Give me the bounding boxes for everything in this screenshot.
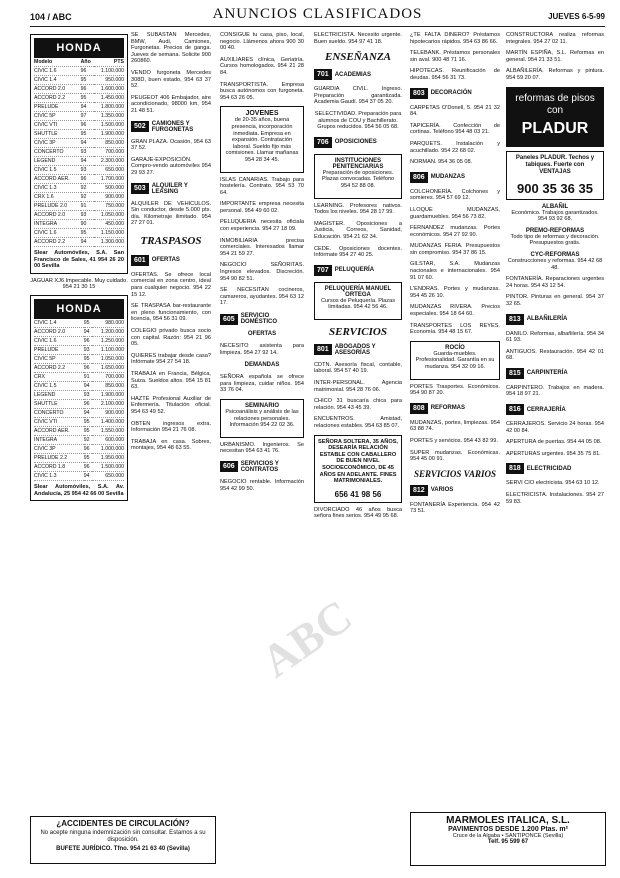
table-cell: 1.900.000 bbox=[94, 130, 124, 139]
ad-text: SE TRASPASA bar-restaurante en pleno funcionamiento, con licencia, 954 56 31 09. bbox=[131, 303, 211, 323]
table-cell: 1.300.000 bbox=[94, 238, 124, 247]
table-cell: 92 bbox=[81, 184, 94, 193]
table-cell: CIVIC 1.5 bbox=[34, 166, 81, 175]
table-cell: 95 bbox=[84, 417, 92, 426]
table-row bbox=[34, 381, 124, 390]
table-row bbox=[34, 354, 124, 363]
selectividad-ad: SELECTIVIDAD. Preparación para alumnos de COU y Bachillerato. Grupos reducidos. 954 56 05 68. bbox=[314, 110, 402, 131]
table-cell: 90 bbox=[81, 220, 94, 229]
table-cell: 1.500.000 bbox=[92, 462, 124, 471]
table-cell: 900.000 bbox=[94, 193, 124, 202]
section-707: 707 PELUQUERÍA bbox=[314, 265, 402, 276]
ad-text: TRANSPORTES LOS REYES. Economía. 954 48 15 67. bbox=[410, 322, 500, 336]
table-cell: 95 bbox=[81, 76, 94, 85]
table-cell: 1.200.000 bbox=[92, 327, 124, 336]
table-cell: 850.000 bbox=[94, 139, 124, 148]
table-row bbox=[34, 76, 124, 85]
table-row bbox=[34, 426, 124, 435]
ad-text: OBTEN ingresos extra. Información 954 21 76 08. bbox=[131, 420, 211, 434]
peluqueria-ad: PELUQUERÍA MANUEL ORTEGA Cursos de Peluquería. Plazas limitadas. 954 42 56 46. bbox=[314, 282, 402, 320]
table-row bbox=[34, 417, 124, 426]
table-row bbox=[34, 211, 124, 220]
table-cell: 94 bbox=[81, 157, 94, 166]
table-cell: 96 bbox=[84, 444, 92, 453]
table-cell: 96 bbox=[84, 363, 92, 372]
ad-text: NEGOCIO rentable. Información 954 42 99 50. bbox=[220, 478, 304, 492]
ad-text: L'ENDRAS. Portes y mudanzas. 954 45 26 10. bbox=[410, 286, 500, 299]
table-cell: 96 bbox=[84, 399, 92, 408]
accidents-ad: ¿ACCIDENTES DE CIRCULACIÓN? No acepte ninguna indemnización sin consultar. Estamos a su disposición. BUFETE JURÍDICO. Tfno. 954 21 63 40 (Sevilla) bbox=[30, 816, 216, 864]
table-cell: CONCERTO bbox=[34, 408, 84, 417]
section-606: 606 SERVICIOS Y CONTRATOS bbox=[220, 461, 304, 473]
table-row bbox=[34, 157, 124, 166]
table-cell: LEGEND bbox=[34, 157, 81, 166]
table-cell: 650.000 bbox=[94, 166, 124, 175]
column-1 bbox=[30, 32, 128, 822]
section-706: 706 OPOSICIONES bbox=[314, 137, 402, 148]
ad-text: PELUQUERIA necesita oficiala con experiencia. 954 27 18 09. bbox=[220, 219, 304, 233]
ad-text: AUXILIARES clínica, Geriatría. Cursos homologados. 954 21 28 84. bbox=[220, 56, 304, 76]
table-row bbox=[34, 345, 124, 354]
pladur-ad: reformas de pisos con PLADUR bbox=[506, 87, 604, 147]
table-cell: SHUTTLE bbox=[34, 130, 81, 139]
table-cell: PRELUDE 2.2 bbox=[34, 453, 84, 462]
traspasos-heading: TRASPASOS bbox=[140, 234, 202, 247]
ad-text: INTER-PERSONAL. Agencia matrimonial. 954 28 76 06. bbox=[314, 380, 402, 393]
table-row bbox=[34, 175, 124, 184]
marmoles-ad: MARMOLES ITALICA, S.L. PAVIMENTOS DESDE 1.200 Ptas. m² Cruce de la Algaba • SANTIPONCE (Sevilla) Telf. 95 599 67 bbox=[410, 812, 606, 866]
table-cell: 91 bbox=[84, 372, 92, 381]
ad-text: ALQUILER DE VEHICULOS. Sin conductor, desde 5.000 pts. día. Kilometraje ilimitado. 954 27 27 01. bbox=[131, 200, 211, 227]
table-cell: 900.000 bbox=[92, 408, 124, 417]
table-cell: CIVIC 1.5 bbox=[34, 381, 84, 390]
table-cell: CIVIC 5P bbox=[34, 354, 84, 363]
table-row bbox=[34, 130, 124, 139]
table-cell: PRELUDE bbox=[34, 103, 81, 112]
section-812: 812 VARIOS bbox=[410, 485, 500, 496]
table-row bbox=[34, 390, 124, 399]
table-row bbox=[34, 363, 124, 372]
table-cell: 650.000 bbox=[92, 471, 124, 480]
table-cell: 94 bbox=[84, 408, 92, 417]
demandas-heading: DEMANDAS bbox=[244, 362, 280, 369]
ad-text: URBANISMO. Ingenieros. Se necesitan 954 63 41 76. bbox=[220, 441, 304, 455]
table-cell: CRX 1.6 bbox=[34, 193, 81, 202]
ad-text: VENDO furgoneta Mercedes 308D, buen estado, 954 63 37 52. bbox=[131, 69, 211, 90]
ad-text: PORTES y servicios. 954 43 82 99. bbox=[410, 437, 498, 444]
ad-text: TAPICERÍA. Confección de cortinas. Teléfono 954 48 03 21. bbox=[410, 122, 500, 136]
table-row bbox=[34, 202, 124, 211]
table-cell: 850.000 bbox=[92, 381, 124, 390]
table-cell: 96 bbox=[81, 175, 94, 184]
servicios-heading: SERVICIOS bbox=[329, 325, 387, 338]
cyc-title: CYC-REFORMAS bbox=[530, 251, 580, 258]
honda-dealer-1: Slear Automóviles, S.A. San Francisco de Sales, 41 954 26 20 00 Sevilla bbox=[34, 250, 124, 270]
ad-text: SERVI CIO electricista. 954 63 10 12. bbox=[506, 480, 600, 487]
ad-text: DIVORCIADO 46 años busca señora fines serios. 954 49 95 68. bbox=[314, 506, 402, 520]
table-cell: ACCORD 1.8 bbox=[34, 462, 84, 471]
table-row bbox=[34, 193, 124, 202]
ad-text: ANTIGUOS. Restauración. 954 42 01 68. bbox=[506, 348, 604, 362]
table-cell: 450.000 bbox=[94, 220, 124, 229]
table-cell: 1.100.000 bbox=[92, 345, 124, 354]
table-row bbox=[34, 220, 124, 229]
ad-text: IMPORTANTE empresa necesita personal. 954 49 60 02. bbox=[220, 201, 304, 214]
ad-text: MUDANZAS FERIA. Presupuestos sin compromiso. 954 37 86 15. bbox=[410, 243, 500, 256]
table-cell: 94 bbox=[81, 238, 94, 247]
ad-text: ELECTRICISTA. Instalaciones. 954 27 59 83. bbox=[506, 492, 604, 505]
column-2 bbox=[131, 32, 211, 822]
table-cell: 91 bbox=[81, 202, 94, 211]
table-cell: 93 bbox=[84, 390, 92, 399]
table-row bbox=[34, 336, 124, 345]
page-title: ANUNCIOS CLASIFICADOS bbox=[212, 6, 423, 22]
ad-text: SE NECESITAN cocineros, camareros, ayudantes. 954 63 12 17. bbox=[220, 287, 304, 307]
ad-text: PARQUETS. Instalación y acuchillado. 954 22 68 02. bbox=[410, 140, 500, 154]
table-cell: CIVIC 1.4 bbox=[34, 319, 84, 328]
ad-text: QUIERES trabajar desde casa? Infórmate 954 27 54 18. bbox=[131, 352, 211, 366]
table-cell: CRX bbox=[34, 372, 84, 381]
table-row bbox=[34, 94, 124, 103]
ofertas-heading: OFERTAS bbox=[247, 331, 277, 337]
ad-text: ¿TE FALTA DINERO? Préstamos hipotecarios rápidos. 954 63 86 66. bbox=[410, 32, 500, 45]
table-cell: 95 bbox=[81, 229, 94, 238]
section-605: 605 SERVICIO DOMÉSTICO bbox=[220, 313, 304, 325]
table-row bbox=[34, 148, 124, 157]
table-row bbox=[34, 121, 124, 130]
table-cell: CIVIC 1.6 bbox=[34, 336, 84, 345]
table-cell: 94 bbox=[81, 103, 94, 112]
table-cell: 94 bbox=[81, 139, 94, 148]
section-801: 801 ABOGADOS Y ASESORÍAS bbox=[314, 344, 402, 356]
table-cell: 1.700.000 bbox=[94, 175, 124, 184]
section-816: 816 CERRAJERÍA bbox=[506, 404, 604, 415]
table-cell: INTEGRA bbox=[34, 435, 84, 444]
ad-text: MUDANZAS RIVERA. Precios especiales. 954 18 64 60. bbox=[410, 304, 500, 318]
column-4 bbox=[314, 32, 402, 822]
table-row bbox=[34, 444, 124, 453]
table-cell: 93 bbox=[81, 211, 94, 220]
page-number: 104 / ABC bbox=[30, 12, 72, 22]
table-cell: 96 bbox=[81, 121, 94, 130]
ad-text: FERNANDEZ mudanzas. Portes económicos. 954 27 92 90. bbox=[410, 225, 500, 238]
ad-text: APERTURA de puertas. 954 44 05 08. bbox=[506, 439, 602, 446]
ad-text: Todo tipo de reformas y decoración. Presupuestos gratis. bbox=[510, 233, 600, 247]
table-cell: 96 bbox=[81, 85, 94, 94]
table-cell: ACCORD 2.2 bbox=[34, 238, 81, 247]
table-cell: 1.600.000 bbox=[94, 85, 124, 94]
ad-text: HIPOTECAS. Reunificación de deudas. 954 56 31 73. bbox=[410, 68, 500, 81]
table-cell: 96 bbox=[81, 67, 94, 76]
servicios-varios-heading: SERVICIOS VARIOS bbox=[414, 468, 496, 479]
honda-dealer-2: Slear Automóviles, S.A. Av. Andalucía, 25 954 42 66 00 Sevilla bbox=[34, 483, 124, 497]
abc-watermark: ABC bbox=[252, 589, 361, 688]
table-cell: 92 bbox=[84, 435, 92, 444]
ad-text: MARTÍN ESPIÑA, S.L. Reformas en general. 954 21 33 51. bbox=[506, 50, 604, 63]
section-815: 815 CARPINTERÍA bbox=[506, 368, 604, 379]
table-cell: ACCORD AER. bbox=[34, 175, 81, 184]
table-cell: 1.500.000 bbox=[94, 121, 124, 130]
ad-text: ELECTRICISTA. Necesito urgente. Buen sueldo. 954 97 41 18. bbox=[314, 32, 402, 45]
table-row bbox=[34, 408, 124, 417]
ad-text: LEARNING. Profesores nativos. Todos los niveles. 954 28 17 99. bbox=[314, 202, 402, 216]
section-803: 803 DECORACIÓN bbox=[410, 88, 500, 99]
ad-text: FONTANERÍA. Reparaciones urgentes 24 horas. 954 43 12 54. bbox=[506, 276, 604, 289]
column-3 bbox=[220, 32, 304, 822]
table-cell: CIVIC 5P bbox=[34, 112, 81, 121]
ad-text: HAZTE Profesional Auxiliar de Enfermería. Titulación oficial. 954 63 49 52. bbox=[131, 395, 211, 415]
table-row bbox=[34, 435, 124, 444]
ad-text: SE SUBASTAN Mercedes, BMW, Audi, Camiones, Furgonetas. Precios de ganga. Jueves de semana. Solicite 900 260860. bbox=[131, 32, 211, 65]
table-cell: CIVIC 3P bbox=[34, 139, 81, 148]
table-cell: ACCORD 2.0 bbox=[34, 327, 84, 336]
section-813: 813 ALBAÑILERÍA bbox=[506, 314, 604, 325]
table-cell: 1.050.000 bbox=[92, 354, 124, 363]
honda-price-table-1 bbox=[34, 58, 124, 247]
table-cell: ACCORD AER. bbox=[34, 426, 84, 435]
ad-text: TRANSPORTISTA. Empresa busca autónomos con furgoneta. 954 63 26 05. bbox=[220, 81, 304, 101]
ad-text: PINTOR. Pinturas en general. 954 37 32 65. bbox=[506, 294, 604, 307]
table-cell: 1.800.000 bbox=[94, 103, 124, 112]
ad-text: GUARDIA CIVIL. Ingreso. Preparación garantizada. Academia Gaudí. 954 37 05 20. bbox=[314, 86, 402, 106]
seminario-ad: SEMINARIO Psicoanálisis y análisis de las relaciones personales. Información 954 22 02 36. bbox=[220, 399, 304, 438]
ensenanza-heading: ENSEÑANZA bbox=[324, 51, 392, 64]
table-cell: ACCORD 2.0 bbox=[34, 211, 81, 220]
table-row bbox=[34, 229, 124, 238]
honda-ad-2 bbox=[30, 295, 128, 501]
section-808: 808 REFORMAS bbox=[410, 403, 500, 414]
table-cell: 1.450.000 bbox=[94, 94, 124, 103]
ad-text: MUDANZAS, portes, limpiezas. 954 63 88 74. bbox=[410, 419, 500, 433]
senora-ad: SEÑORA SOLTERA, 35 AÑOS, DESEARÍA RELACIÓN ESTABLE CON CABALLERO DE BUEN NIVEL SOCIOECONÓMICO, DE 45 AÑOS EN ADELANTE. FINES MATRIMONIALES. 656 41 98 56 bbox=[314, 435, 402, 503]
honda-price-rows bbox=[34, 67, 124, 247]
ad-text: CHICO 31 buscaría chica para relación. 954 43 45 39. bbox=[314, 398, 402, 411]
ad-text: ENCUENTROS. Amistad, relaciones estables. 954 63 85 07. bbox=[314, 416, 402, 430]
honda-logo: HONDA bbox=[34, 38, 124, 58]
table-cell: 500.000 bbox=[94, 184, 124, 193]
table-row bbox=[34, 462, 124, 471]
table-cell: 700.000 bbox=[92, 372, 124, 381]
table-cell: INTEGRA bbox=[34, 220, 81, 229]
table-cell: 95 bbox=[84, 426, 92, 435]
table-cell: 95 bbox=[81, 130, 94, 139]
albanil-title: ALBAÑIL bbox=[541, 203, 569, 210]
table-cell: CIVIC VTI bbox=[34, 417, 84, 426]
table-cell: 1.650.000 bbox=[92, 363, 124, 372]
table-cell: 94 bbox=[84, 471, 92, 480]
ad-text: COLEGIO privado busca socio con capital. Razón: 954 21 96 05. bbox=[131, 328, 211, 348]
ad-text: Construcciones y reformas. 954 42 68 48. bbox=[507, 257, 603, 271]
table-cell: PRELUDE bbox=[34, 345, 84, 354]
table-cell: 700.000 bbox=[94, 148, 124, 157]
ad-text: ISLAS CANARIAS. Trabajo para hostelería. Contrato. 954 53 70 64. bbox=[220, 176, 304, 196]
ad-text: DANILO. Reformas, albañilería. 954 34 61 93. bbox=[506, 330, 604, 344]
honda-price-rows-2 bbox=[34, 319, 124, 481]
ad-text: GRAN PLAZA. Ocasión, 954 63 37 52. bbox=[131, 138, 211, 152]
table-cell: LEGEND bbox=[34, 390, 84, 399]
table-cell: CIVIC 3P bbox=[34, 444, 84, 453]
ad-text: SEÑORA española se ofrece para limpieza, cuidar niños. 954 33 76 04. bbox=[220, 374, 304, 394]
ad-text: PORTES Trasportes. Económicos. 954 90 87 20. bbox=[410, 383, 500, 397]
table-cell: 600.000 bbox=[92, 435, 124, 444]
table-row bbox=[34, 372, 124, 381]
ad-text: TELEBANK. Préstamos personales sin aval. 900 48 71 16. bbox=[410, 50, 500, 63]
table-cell: 2.300.000 bbox=[94, 157, 124, 166]
ad-text: NEGOCIO SEÑORITAS. Ingresos elevados. Discreción. 954 90 82 51. bbox=[220, 262, 304, 282]
ad-text: CARPINTERO. Trabajos en madera. 954 18 97 21. bbox=[506, 384, 604, 398]
instituciones-ad: INSTITUCIONES PENITENCIARIAS Preparación de oposiciones. Plazas convocadas. Teléfono 954 52 88 08. bbox=[314, 154, 402, 199]
premo-title: PREMO-REFORMAS bbox=[525, 227, 585, 234]
table-cell: 750.000 bbox=[94, 202, 124, 211]
section-701: 701 ACADEMIAS bbox=[314, 69, 402, 80]
table-row bbox=[34, 319, 124, 328]
table-row bbox=[34, 166, 124, 175]
section-502: 502 CAMIONES Y FURGONETAS bbox=[131, 121, 211, 133]
table-row bbox=[34, 103, 124, 112]
table-cell: 2.100.000 bbox=[92, 399, 124, 408]
table-cell: 93 bbox=[81, 148, 94, 157]
table-cell: CIVIC 1.4 bbox=[34, 76, 81, 85]
table-row bbox=[34, 453, 124, 462]
ad-text: CDTN. Asesoría fiscal, contable, laboral. 954 57 40 19. bbox=[314, 361, 402, 375]
table-cell: 96 bbox=[84, 462, 92, 471]
ad-text: OFERTAS. Se ofrece local comercial en zona centro, ideal para cualquier negocio. 954 22 15 12. bbox=[131, 271, 211, 298]
table-row bbox=[34, 238, 124, 247]
table-cell: 1.100.000 bbox=[94, 67, 124, 76]
ad-text: NORMAN. 954 36 05 08. bbox=[410, 159, 473, 166]
table-cell: 93 bbox=[81, 166, 94, 175]
ad-text: CERRAJEROS. Servicio 24 horas. 954 42 00 84. bbox=[506, 421, 604, 434]
ad-text: GILSTAR, S.A. Mudanzas nacionales e internacionales. 954 91 07 60. bbox=[410, 261, 500, 281]
section-503: 503 ALQUILER Y LEASING bbox=[131, 183, 211, 195]
table-row bbox=[34, 327, 124, 336]
table-cell: ACCORD 2.2 bbox=[34, 363, 84, 372]
ad-text: APERTURAS urgentes. 954 35 75 81. bbox=[506, 450, 601, 457]
table-cell: 1.250.000 bbox=[92, 336, 124, 345]
section-601: 601 OFERTAS bbox=[131, 255, 211, 266]
table-row bbox=[34, 112, 124, 121]
page-header bbox=[30, 6, 605, 27]
honda-price-table-2 bbox=[34, 319, 124, 481]
jaguar-ad: JAGUAR XJ6 Impecable. Muy cuidado. 954 21 30 15 bbox=[30, 277, 128, 291]
ad-text: TRABAJA en Francia, Bélgica, Suiza. Sueldos altos. 954 15 81 63. bbox=[131, 371, 211, 391]
table-cell: 950.000 bbox=[94, 76, 124, 85]
table-cell: 1.550.000 bbox=[92, 426, 124, 435]
column-5 bbox=[410, 32, 500, 822]
table-cell: 95 bbox=[84, 354, 92, 363]
table-cell: 95 bbox=[81, 94, 94, 103]
table-row bbox=[34, 399, 124, 408]
table-cell: 1.050.000 bbox=[94, 211, 124, 220]
table-cell: 95 bbox=[84, 453, 92, 462]
ad-text: CONSIGUE tu casa, piso, local, negocio. Llámenos ahora 900 30 00 40. bbox=[220, 32, 304, 52]
ad-text: PEUGEOT 406 Embajador, aire acondicionado, 98000 km, 954 21 48 51. bbox=[131, 94, 211, 114]
jovenes-ad: JOVENES de 20-35 años, buena presencia, incorporación inmediata. Empresa en expansión. Contratación laboral. Sueldo fijo más comisiones. Llamar mañanas 954 28 34 45. bbox=[220, 106, 304, 172]
table-cell: 95 bbox=[84, 319, 92, 328]
ad-text: TRABAJA en casa. Sobres, montajes, 954 48 63 55. bbox=[131, 438, 211, 452]
ad-text: CARPETAS O'Donell, 5. 954 21 32 84. bbox=[410, 104, 500, 118]
table-cell: 980.000 bbox=[92, 319, 124, 328]
table-cell: ACCORD 2.2 bbox=[34, 94, 81, 103]
table-cell: 94 bbox=[84, 381, 92, 390]
table-row bbox=[34, 184, 124, 193]
honda-ad-1 bbox=[30, 34, 128, 274]
table-cell: CIVIC 1.6 bbox=[34, 67, 81, 76]
table-cell: CIVIC VTI bbox=[34, 121, 81, 130]
ad-text: LLOQUE MUDANZAS, guardamuebles. 954 56 73 82. bbox=[410, 206, 500, 220]
table-cell: 1.900.000 bbox=[92, 390, 124, 399]
ad-text: FONTANERÍA Experiencia. 954 42 73 51. bbox=[410, 501, 500, 515]
table-cell: CIVIC 1.6 bbox=[34, 229, 81, 238]
table-row bbox=[34, 139, 124, 148]
table-header: Modelo Año PTS bbox=[34, 59, 124, 65]
table-cell: PRELUDE 2.0 bbox=[34, 202, 81, 211]
table-cell: 1.350.000 bbox=[94, 112, 124, 121]
pladur-ad-lower: Paneles PLADUR. Techos y tabiques. Fuerte con VENTAJAS 900 35 36 35 bbox=[506, 151, 604, 200]
table-cell: 1.400.000 bbox=[92, 417, 124, 426]
table-row bbox=[34, 471, 124, 480]
page-date: JUEVES 6-5-99 bbox=[548, 12, 605, 21]
ad-text: CEDE. Oposiciones docentes. Infórmate 954 27 40 25. bbox=[314, 245, 402, 259]
table-cell: 1.950.000 bbox=[92, 453, 124, 462]
section-806: 806 MUDANZAS bbox=[410, 172, 500, 183]
table-cell: 1.150.000 bbox=[94, 229, 124, 238]
ad-text: SUPER mudanzas. Económicas. 954 45 00 91. bbox=[410, 449, 500, 463]
table-row bbox=[34, 67, 124, 76]
table-cell: 96 bbox=[84, 336, 92, 345]
table-cell: 1.000.000 bbox=[92, 444, 124, 453]
ad-text: Económico. Trabajos garantizados. 954 93 92 68. bbox=[511, 209, 599, 223]
column-6 bbox=[506, 32, 604, 822]
table-cell: 92 bbox=[81, 193, 94, 202]
table-cell: ACCORD 2.0 bbox=[34, 85, 81, 94]
ad-text: CONSTRUCTORA realiza reformas integrales. 954 27 02 11. bbox=[506, 32, 604, 45]
ad-text: GARAJE-EXPOSICIÓN. Compro-vendo automóviles 954 29 93 27. bbox=[131, 156, 211, 176]
ad-text: ALBAÑILERÍA. Reformas y pintura. 954 59 20 07. bbox=[506, 68, 604, 81]
table-cell: SHUTTLE bbox=[34, 399, 84, 408]
ad-text: INMOBILIARIA precisa comerciales. Interesados llamar 954 21 59 27. bbox=[220, 237, 304, 257]
table-cell: CIVIC 1.3 bbox=[34, 471, 84, 480]
section-818: 818 ELECTRICIDAD bbox=[506, 463, 604, 474]
table-row bbox=[34, 85, 124, 94]
table-cell: CIVIC 1.3 bbox=[34, 184, 81, 193]
table-cell: CONCERTO bbox=[34, 148, 81, 157]
table-cell: 97 bbox=[81, 112, 94, 121]
ad-text: COLCHONERÍA. Colchones y somieres. 954 57 69 12. bbox=[410, 188, 500, 202]
table-cell: 94 bbox=[84, 327, 92, 336]
honda-logo-2: HONDA bbox=[34, 299, 124, 319]
ad-text: MAGISTER. Oposiciones a Justicia, Correos, Sanidad, Educación. 954 21 62 34. bbox=[314, 220, 402, 240]
ad-text: NECESITO asistenta para limpieza. 954 27 92 14. bbox=[220, 343, 304, 356]
rocio-ad: ROCÍO Guarda-muebles. Profesionalidad. Garantía en su mudanza. 954 32 09 16. bbox=[410, 341, 500, 380]
table-cell: 93 bbox=[84, 345, 92, 354]
